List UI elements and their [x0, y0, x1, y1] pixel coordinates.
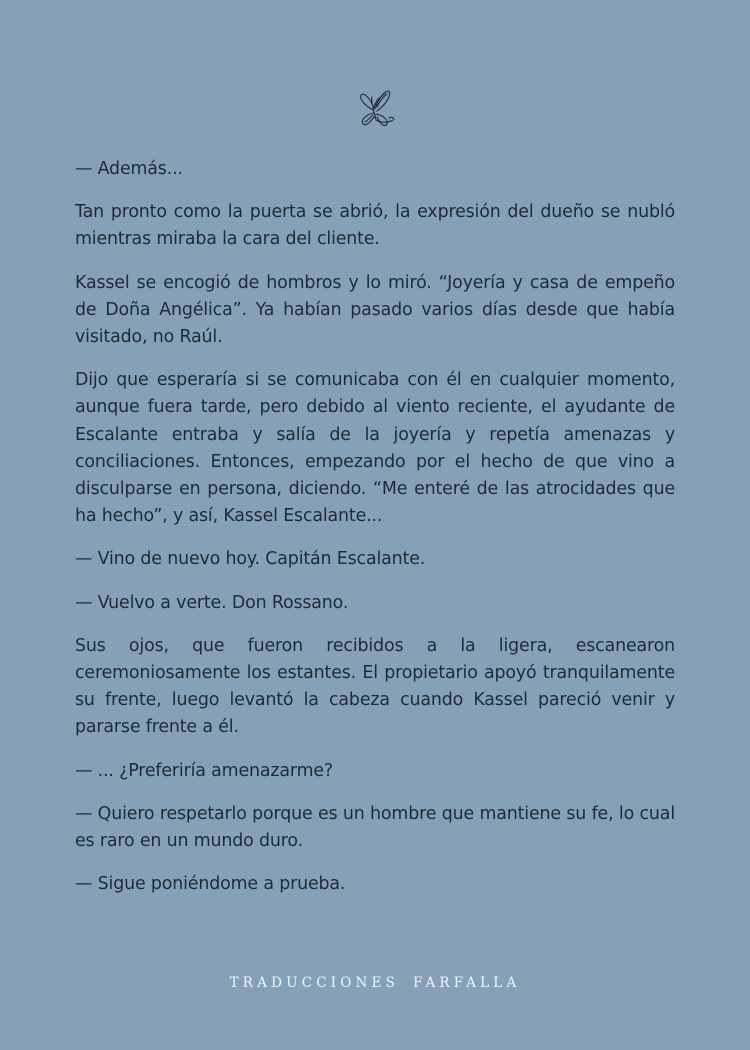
paragraph: — Sigue poniéndome a prueba. [75, 874, 346, 895]
butterfly-icon [351, 86, 399, 134]
footer-word-2: FARFALLA [413, 975, 521, 991]
footer-credit [0, 975, 750, 991]
paragraph: Tan pronto como la puerta se abrió, la expresión del dueño se nubló mientras miraba la cara del cliente. [75, 202, 675, 250]
paragraph: Sus ojos, que fueron recibidos a la ligera, escanearon ceremoniosamente los estantes. El propietario apoyó tranquilamente su frente, luego levantó la cabeza cuando Kassel pareció venir y pararse frente a él. [75, 635, 675, 738]
paragraph: Kassel se encogió de hombros y lo miró. “Joyería y casa de empeño de Doña Angélica”. Ya habían pasado varios días desde que había visitado, no Raúl. [75, 272, 675, 348]
paragraph: — Vino de nuevo hoy. Capitán Escalante. [75, 549, 426, 570]
paragraph: — ... ¿Preferiría amenazarme? [75, 760, 334, 781]
paragraph: — Además... [75, 159, 183, 179]
paragraph: Dijo que esperaría si se comunicaba con él en cualquier momento, aunque fuera tarde, pero debido al viento reciente, el ayudante de Escalante entraba y salía de la joyería y repetía amenazas y conciliaciones. Entonces, empezando por el hecho de que vino a disculparse en persona, diciendo. “Me enteré de las atrocidades que ha hecho”, y así, Kassel Escalante... [75, 370, 675, 527]
paragraph: — Vuelvo a verte. Don Rossano. [75, 592, 349, 613]
story-text [75, 156, 675, 914]
footer-word-1: TRADUCCIONES [229, 975, 400, 991]
paragraph: — Quiero respetarlo porque es un hombre que mantiene su fe, lo cual es raro en un mundo duro. [75, 803, 675, 852]
